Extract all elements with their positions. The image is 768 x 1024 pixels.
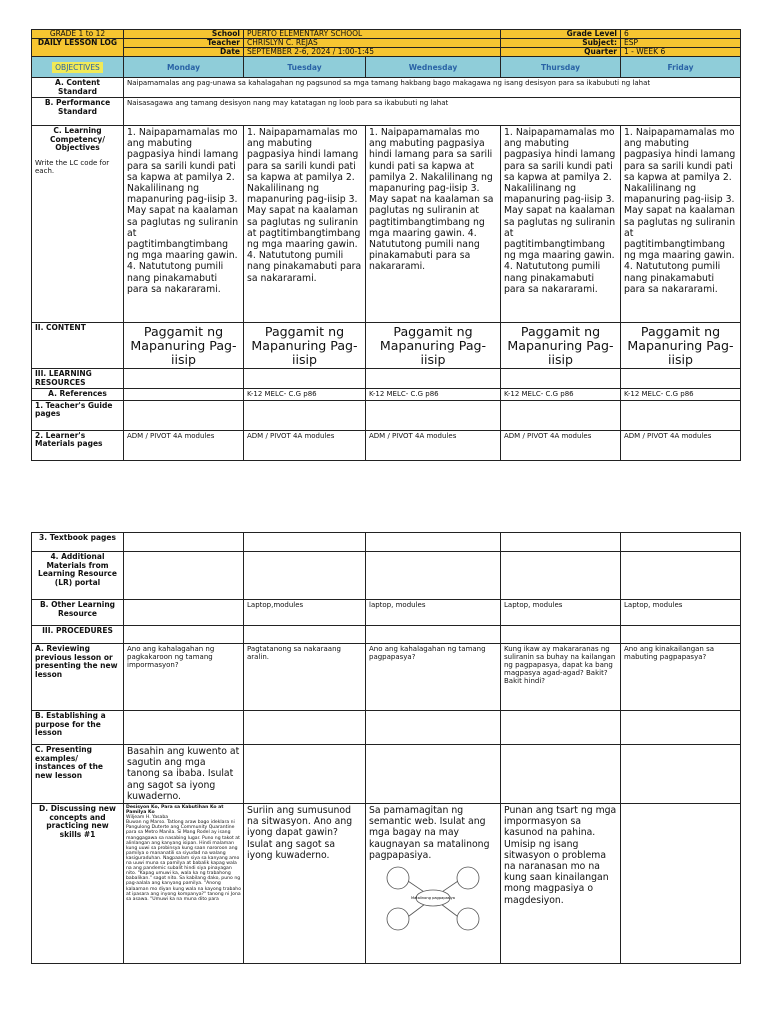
reviewing-thursday: Kung ikaw ay makararanas ng suliranin sa buhay na kailangan ng pagpapasya, dapat ka bang magpasya agad-agad? Bakit? Bakit hindi? (501, 644, 621, 711)
teacher-value: CHRISLYN C. REJAS (244, 39, 501, 48)
establishing-wednesday (366, 711, 501, 745)
additional-tuesday (244, 552, 366, 600)
resources-wednesday (366, 369, 501, 389)
teacher-label: Teacher (124, 39, 244, 48)
content-label: II. CONTENT (32, 323, 124, 369)
discussing-wednesday: Sa pamamagitan ng semantic web. Isulat ang mga bagay na may kaugnayan sa matalinong pagpapasiya. (369, 805, 490, 861)
learners-label: 2. Learner's Materials pages (32, 430, 124, 460)
references-friday: K-12 MELC- C.G p86 (621, 389, 741, 401)
day-tuesday: Tuesday (244, 57, 366, 78)
day-wednesday: Wednesday (366, 57, 501, 78)
learners-wednesday: ADM / PIVOT 4A modules (366, 430, 501, 460)
content-friday: Paggamit ng Mapanuring Pag-iisip (621, 323, 741, 369)
competency-tuesday: 1. Naipapamamalas mo ang mabuting pagpasiya hindi lamang para sa sarili kundi pati sa kapwa at pamilya 2. Nakalilinang ng mapanuring pag-iisip 3. May sapat na kaalaman sa paglutas ng suliranin at pagtitimbangtimbang ng mga maaring gawin. 4. Natututong pumili nang pinakamabuti para sa nakararami. (244, 126, 366, 323)
tg-monday (124, 400, 244, 430)
content-wednesday: Paggamit ng Mapanuring Pag-iisip (366, 323, 501, 369)
presenting-friday (621, 745, 741, 804)
semantic-web-diagram (383, 865, 483, 931)
resources-friday (621, 369, 741, 389)
resources-monday (124, 369, 244, 389)
reviewing-tuesday: Pagtatanong sa nakaraang aralin. (244, 644, 366, 711)
discussing-label: D. Discussing new concepts and practicing new skills #1 (32, 804, 124, 964)
presenting-label: C. Presenting examples/ instances of the new lesson (32, 745, 124, 804)
reviewing-label: A. Reviewing previous lesson or presenting the new lesson (32, 644, 124, 711)
competency-label: C. Learning Competency/ Objectives (49, 126, 105, 152)
textbook-friday (621, 533, 741, 552)
content-thursday: Paggamit ng Mapanuring Pag-iisip (501, 323, 621, 369)
establishing-thursday (501, 711, 621, 745)
day-monday: Monday (124, 57, 244, 78)
reviewing-monday: Ano ang kahalagahan ng pagkakaroon ng tamang impormasyon? (124, 644, 244, 711)
resources-tuesday (244, 369, 366, 389)
establishing-tuesday (244, 711, 366, 745)
date-label: Date (124, 48, 244, 57)
establishing-label: B. Establishing a purpose for the lesson (32, 711, 124, 745)
presenting-tuesday (244, 745, 366, 804)
references-label: A. References (32, 389, 124, 401)
tg-tuesday (244, 400, 366, 430)
other-tuesday: Laptop,modules (244, 600, 366, 626)
lesson-log-table-page2 (31, 532, 741, 964)
story-cell (124, 804, 244, 964)
competency-label-cell (32, 126, 124, 323)
objectives-label: OBJECTIVES (52, 62, 103, 73)
other-resource-label: B. Other Learning Resource (32, 600, 124, 626)
content-standard-label: A. Content Standard (32, 78, 124, 98)
story-title: Desisyon Ko, Para sa Kabutihan Ko at Pamilya Ko (126, 805, 224, 816)
day-thursday: Thursday (501, 57, 621, 78)
competency-note: Write the LC code for each. (35, 158, 110, 175)
quarter-label: Quarter (501, 48, 621, 57)
additional-thursday (501, 552, 621, 600)
discussing-tuesday: Suriin ang sumusunod na sitwasyon. Ano ang iyong dapat gawin? Isulat ang sagot sa iyong kuwaderno. (244, 804, 366, 964)
procedures-tuesday (244, 626, 366, 644)
other-wednesday: laptop, modules (366, 600, 501, 626)
references-tuesday: K-12 MELC- C.G p86 (244, 389, 366, 401)
content-tuesday: Paggamit ng Mapanuring Pag-iisip (244, 323, 366, 369)
resources-label: III. LEARNING RESOURCES (32, 369, 124, 389)
establishing-friday (621, 711, 741, 745)
additional-monday (124, 552, 244, 600)
presenting-wednesday (366, 745, 501, 804)
day-friday: Friday (621, 57, 741, 78)
tg-friday (621, 400, 741, 430)
references-monday (124, 389, 244, 401)
procedures-thursday (501, 626, 621, 644)
school-value: PUERTO ELEMENTARY SCHOOL (244, 30, 501, 39)
additional-friday (621, 552, 741, 600)
tg-thursday (501, 400, 621, 430)
other-monday (124, 600, 244, 626)
procedures-monday (124, 626, 244, 644)
learners-monday: ADM / PIVOT 4A modules (124, 430, 244, 460)
content-standard-text: Naipamamalas ang pag-unawa sa kahalagahan ng pagsunod sa mga tamang hakbang bago makagawa ng isang desisyon para sa ikabubuti ng lahat (124, 78, 741, 98)
procedures-friday (621, 626, 741, 644)
competency-monday: 1. Naipapamamalas mo ang mabuting pagpasiya hindi lamang para sa sarili kundi pati sa kapwa at pamilya 2. Nakalilinang ng mapanuring pag-iisip 3. May sapat na kaalaman sa paglutas ng suliranin at pagtitimbangtimbang ng mga maaring gawin. 4. Natututong pumili nang pinakamabuti para sa nakararami. (124, 126, 244, 323)
discussing-friday (621, 804, 741, 964)
learners-friday: ADM / PIVOT 4A modules (621, 430, 741, 460)
reviewing-friday: Ano ang kinakailangan sa mabuting pagpapasya? (621, 644, 741, 711)
teachers-guide-label: 1. Teacher's Guide pages (32, 400, 124, 430)
performance-standard-label: B. Performance Standard (32, 98, 124, 126)
textbook-label: 3. Textbook pages (32, 533, 124, 552)
textbook-wednesday (366, 533, 501, 552)
quarter-value: 1 - WEEK 6 (621, 48, 741, 57)
other-friday: Laptop, modules (621, 600, 741, 626)
learners-tuesday: ADM / PIVOT 4A modules (244, 430, 366, 460)
procedures-wednesday (366, 626, 501, 644)
discussing-wednesday-cell (366, 804, 501, 964)
other-thursday: Laptop, modules (501, 600, 621, 626)
competency-thursday: 1. Naipapamamalas mo ang mabuting pagpasiya hindi lamang para sa sarili kundi pati sa kapwa at pamilya 2. Nakalilinang ng mapanuring pag-iisip 3. May sapat na kaalaman sa paglutas ng suliranin at pagtitimbangtimbang ng mga maaring gawin. 4. Natututong pumili nang pinakamabuti para sa nakararami. (501, 126, 621, 323)
competency-friday: 1. Naipapamamalas mo ang mabuting pagpasiya hindi lamang para sa sarili kundi pati sa kapwa at pamilya 2. Nakalilinang ng mapanuring pag-iisip 3. May sapat na kaalaman sa paglutas ng suliranin at pagtitimbangtimbang ng mga maaring gawin. 4. Natututong pumili nang pinakamabuti para sa nakararami. (621, 126, 741, 323)
subject-label: Subject: (501, 39, 621, 48)
web-center-label: Matalinong pagpapasiya (410, 896, 456, 901)
tg-wednesday (366, 400, 501, 430)
content-monday: Paggamit ng Mapanuring Pag-iisip (124, 323, 244, 369)
competency-wednesday: 1. Naipapamamalas mo ang mabuting pagpasiya hindi lamang para sa sarili kundi pati sa kapwa at pamilya 2. Nakalilinang ng mapanuring pag-iisip 3. May sapat na kaalaman sa paglutas ng suliranin at pagtitimbangtimbang ng mga maaring gawin. 4. Natututong pumili nang pinakamabuti para sa nakararami. (366, 126, 501, 323)
learners-thursday: ADM / PIVOT 4A modules (501, 430, 621, 460)
presenting-monday: Basahin ang kuwento at sagutin ang mga tanong sa ibaba. Isulat ang sagot sa iyong kuwaderno. (124, 745, 244, 804)
doc-title: DAILY LESSON LOG (32, 39, 124, 57)
textbook-tuesday (244, 533, 366, 552)
references-thursday: K-12 MELC- C.G p86 (501, 389, 621, 401)
school-label: School (124, 30, 244, 39)
grade-level-label: Grade Level (501, 30, 621, 39)
story-body: Buwan ng Marso. Tatlong araw bago ideklara ni Pangulong Duterte ang Community Quarantine para sa Metro Manila. Si Mang Rodel ay isang manggagawa sa nasabing lugar. Puno ng takot at alinlangan ang kanyang isipan. Hindi malaman kung uuwi sa probinsya kung saan naroroon ang pamilya o mananatili sa siyudad na walang kasiguraduhan. Nagpaalam siya sa kanyang amo na uuwi muna sa pamilya at babalik kapag wala na ang pandemic subalit hindi siya pinayagan nito. "Kapag umuwi ka, wala ka ng trabahong babalikan." sagot nito. Sa kabilang dako, puno ng pag-aalala ang kanyang pamilya. "Anong kalaaman mo diyan kung wala na kayong trabaho at ipasara ang inyong kompanya?" tanong ni Jona sa asawa. "Umuwi ka na muna dito para (126, 820, 242, 902)
additional-wednesday (366, 552, 501, 600)
subject-value: ESP (621, 39, 741, 48)
presenting-thursday (501, 745, 621, 804)
objectives-header (32, 57, 124, 78)
date-value: SEPTEMBER 2-6, 2024 / 1:00-1:45 (244, 48, 501, 57)
textbook-monday (124, 533, 244, 552)
lesson-log-table-page1 (31, 29, 741, 461)
textbook-thursday (501, 533, 621, 552)
discussing-thursday: Punan ang tsart ng mga impormasyon sa kasunod na pahina. Umisip ng isang sitwasyon o problema na naranasan mo na kung saan kinailangan mong magpasiya o magdesiyon. (501, 804, 621, 964)
story-author: Wiljeam H. Yasaba (126, 815, 169, 821)
grade-range: GRADE 1 to 12 (32, 30, 124, 39)
references-wednesday: K-12 MELC- C.G p86 (366, 389, 501, 401)
performance-standard-text: Naisasagawa ang tamang desisyon nang may katatagan ng loob para sa ikabubuti ng lahat (124, 98, 741, 126)
grade-level-value: 6 (621, 30, 741, 39)
resources-thursday (501, 369, 621, 389)
procedures-label: III. PROCEDURES (32, 626, 124, 644)
additional-label: 4. Additional Materials from Learning Resource (LR) portal (32, 552, 124, 600)
establishing-monday (124, 711, 244, 745)
reviewing-wednesday: Ano ang kahalagahan ng tamang pagpapasya? (366, 644, 501, 711)
